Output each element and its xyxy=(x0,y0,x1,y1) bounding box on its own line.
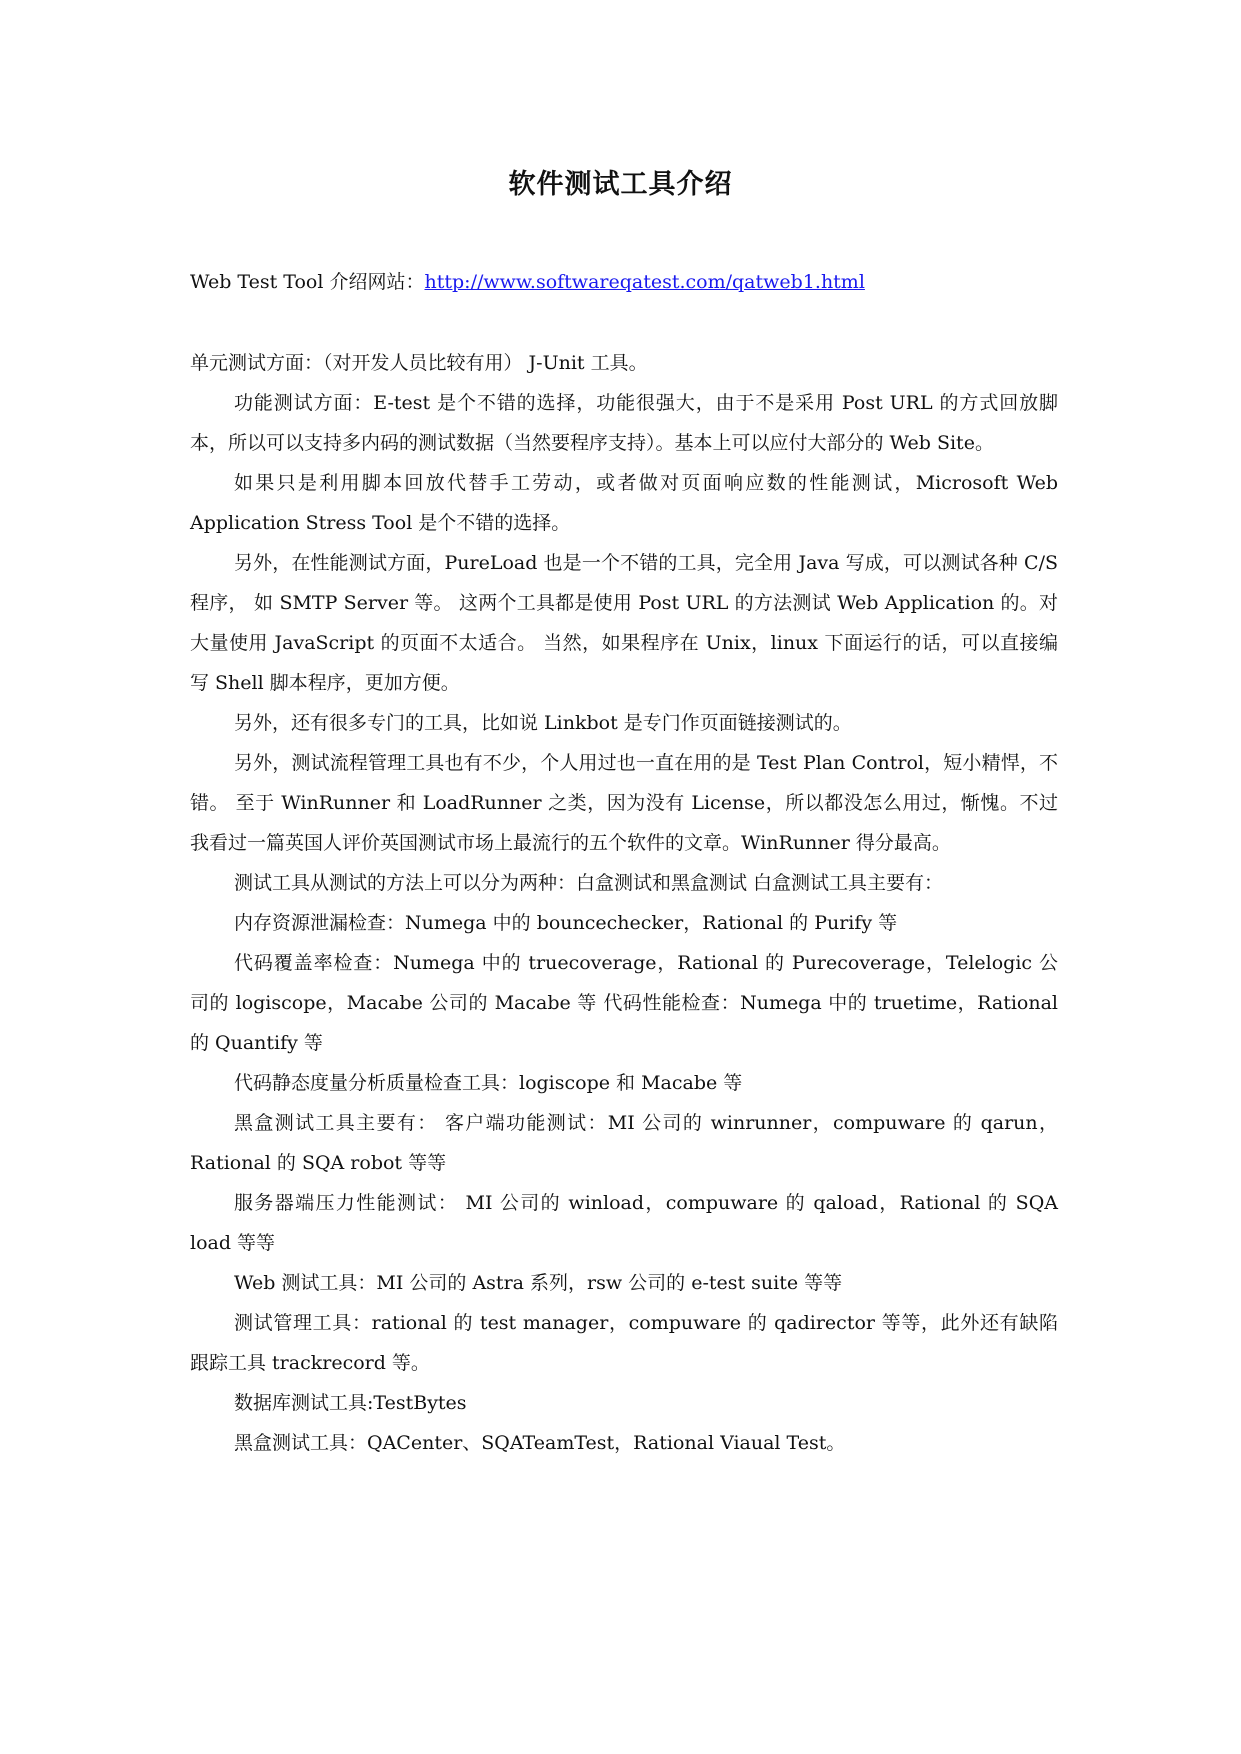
paragraph-test-manager: 测试管理工具：rational 的 test manager，compuware 的 qadirector 等等，此外还有缺陷跟踪工具 trackrecord 等。 xyxy=(190,1312,1058,1374)
document-body xyxy=(190,343,1058,1463)
paragraph-blackbox-summary: 黑盒测试工具：QACenter、SQATeamTest，Rational Viaual Test。 xyxy=(234,1432,846,1454)
paragraph-server-load: 服务器端压力性能测试： MI 公司的 winload，compuware 的 qaload，Rational 的 SQA load 等等 xyxy=(190,1192,1058,1254)
paragraph-stress-tool: 如果只是利用脚本回放代替手工劳动，或者做对页面响应数的性能测试，Microsoft Web Application Stress Tool 是个不错的选择。 xyxy=(190,472,1058,534)
paragraph-test-methods: 测试工具从测试的方法上可以分为两种：白盒测试和黑盒测试 白盒测试工具主要有： xyxy=(234,872,944,894)
web-test-tool-line xyxy=(190,267,865,294)
paragraph-test-management: 另外，测试流程管理工具也有不少，个人用过也一直在用的是 Test Plan Control，短小精悍，不错。 至于 WinRunner 和 LoadRunner 之类，因为没有 License，所以都没怎么用过，惭愧。不过我看过一篇英国人评价英国测试市场上最流行的五个软件的文章。WinRunner 得分最高。 xyxy=(190,752,1058,854)
paragraph-functional-testing: 功能测试方面：E-test 是个不错的选择，功能很强大，由于不是采用 Post URL 的方式回放脚本，所以可以支持多内码的测试数据（当然要程序支持）。基本上可以应付大部分的 Web Site。 xyxy=(190,392,1058,454)
document-title: 软件测试工具介绍 xyxy=(508,169,733,200)
paragraph-web-testing: Web 测试工具：MI 公司的 Astra 系列，rsw 公司的 e-test suite 等等 xyxy=(234,1272,843,1294)
paragraph-database-testing: 数据库测试工具:TestBytes xyxy=(234,1392,467,1414)
paragraph-unit-testing: 单元测试方面：（对开发人员比较有用） J-Unit 工具。 xyxy=(190,352,648,374)
web-test-tool-label: Web Test Tool 介绍网站： xyxy=(190,271,425,293)
paragraph-blackbox-tools: 黑盒测试工具主要有： 客户端功能测试：MI 公司的 winrunner，compuware 的 qarun，Rational 的 SQA robot 等等 xyxy=(190,1112,1058,1174)
paragraph-memory-leak: 内存资源泄漏检查：Numega 中的 bouncechecker，Rational 的 Purify 等 xyxy=(234,912,898,934)
website-link[interactable]: http://www.softwareqatest.com/qatweb1.html xyxy=(424,271,865,293)
paragraph-static-analysis: 代码静态度量分析质量检查工具：logiscope 和 Macabe 等 xyxy=(234,1072,743,1094)
paragraph-code-coverage: 代码覆盖率检查：Numega 中的 truecoverage，Rational 的 Purecoverage，Telelogic 公司的 logiscope，Macabe 公司的 Macabe 等 代码性能检查：Numega 中的 truetime，Rational 的 Quantify 等 xyxy=(190,952,1058,1054)
paragraph-pureload: 另外，在性能测试方面，PureLoad 也是一个不错的工具，完全用 Java 写成，可以测试各种 C/S 程序， 如 SMTP Server 等。 这两个工具都是使用 Post URL 的方法测试 Web Application 的。对大量使用 JavaScript 的页面不太适合。 当然，如果程序在 Unix，linux 下面运行的话，可以直接编写 Shell 脚本程序，更加方便。 xyxy=(190,552,1058,694)
paragraph-linkbot: 另外，还有很多专门的工具，比如说 Linkbot 是专门作页面链接测试的。 xyxy=(234,712,852,734)
